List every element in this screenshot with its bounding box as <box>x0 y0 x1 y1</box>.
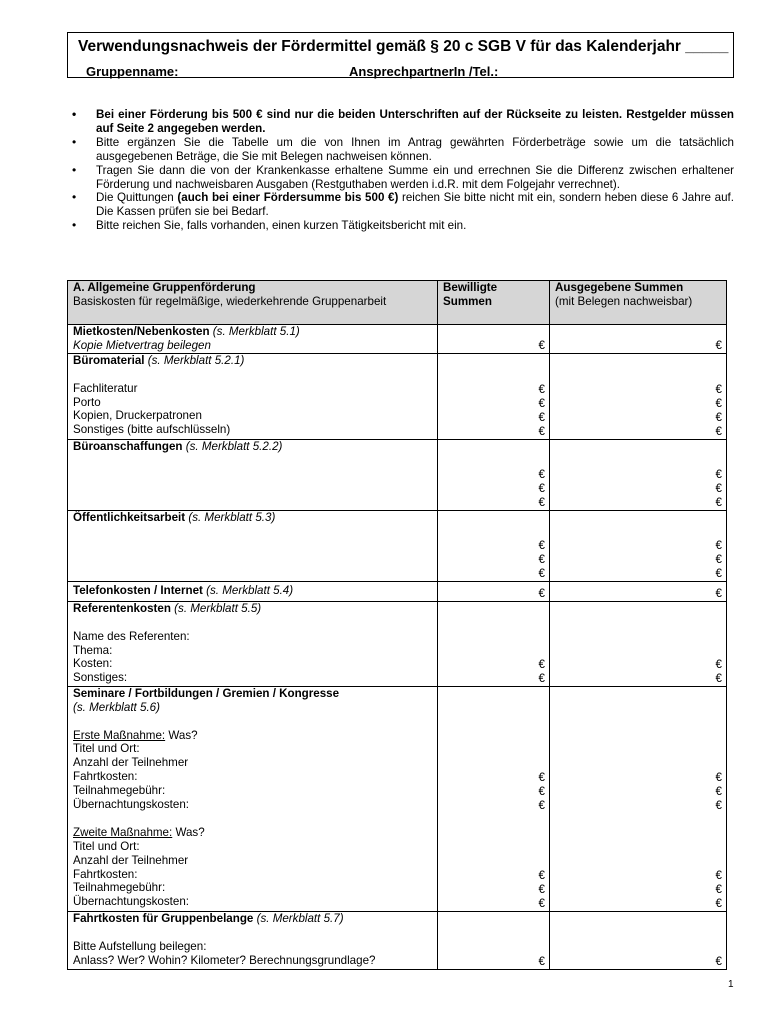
table-header-row <box>68 281 727 325</box>
page-title: Verwendungsnachweis der Fördermittel gemäß § 20 c SGB V für das Kalenderjahr _____ <box>78 38 729 55</box>
instruction-item <box>70 191 734 219</box>
row-title: Öffentlichkeitsarbeit <box>73 510 186 524</box>
spent-amount-field[interactable]: € <box>715 424 722 438</box>
approved-amount-field[interactable]: € <box>538 868 545 882</box>
spent-amount-field[interactable]: € <box>715 896 722 910</box>
row-item: Fahrtkosten: <box>73 770 138 784</box>
instruction-list <box>70 108 734 233</box>
spent-amount-field[interactable]: € <box>715 954 722 968</box>
spent-header-cell <box>550 281 727 325</box>
approved-amount-field[interactable]: € <box>538 553 545 566</box>
approved-amount-field[interactable]: € <box>538 468 545 482</box>
row-item: Anzahl der Teilnehmer <box>73 853 189 867</box>
row-item: Anlass? Wer? Wohin? Kilometer? Berechnungsgrundlage? <box>73 953 376 967</box>
approved-amount-field[interactable]: € <box>538 798 545 812</box>
approved-amount-field[interactable]: € <box>538 658 545 671</box>
spent-amount-field[interactable]: € <box>715 495 722 509</box>
cost-table <box>67 280 727 970</box>
spent-header-subtitle: (mit Belegen nachweisbar) <box>555 294 693 308</box>
row-item: Name des Referenten: <box>73 629 190 643</box>
row-item: Bitte Aufstellung beilegen: <box>73 939 207 953</box>
group-name-label: Gruppenname: <box>86 64 179 79</box>
row-title: Seminare / Fortbildungen / Gremien / Kongresse <box>73 686 340 700</box>
row-ref: (s. Merkblatt 5.6) <box>73 700 160 714</box>
approved-amount-field[interactable]: € <box>538 671 545 685</box>
approved-amount-field[interactable]: € <box>538 495 545 509</box>
approved-amount-field[interactable]: € <box>538 566 545 580</box>
row-title: Büroanschaffungen <box>73 439 183 453</box>
measure-heading: Zweite Maßnahme: Was? <box>73 825 205 839</box>
row-note: Kopie Mietvertrag beilegen <box>73 338 211 352</box>
approved-amount-field[interactable]: € <box>538 338 545 352</box>
row-item: Übernachtungskosten: <box>73 895 190 909</box>
spent-header-title: Ausgegebene Summen <box>555 281 684 294</box>
table-row <box>68 353 727 439</box>
approved-amount-field[interactable]: € <box>538 896 545 910</box>
spent-amount-field[interactable]: € <box>715 383 722 397</box>
section-title: A. Allgemeine Gruppenförderung <box>73 281 256 294</box>
section-subtitle: Basiskosten für regelmäßige, wiederkehrende Gruppenarbeit <box>73 294 387 308</box>
spent-amount-field[interactable]: € <box>715 482 722 495</box>
row-ref: (s. Merkblatt 5.4) <box>202 584 294 598</box>
row-item: Sonstiges (bitte aufschlüsseln) <box>73 423 231 437</box>
row-item: Fachliteratur <box>73 381 138 395</box>
approved-amount-field[interactable]: € <box>538 586 545 600</box>
approved-amount-field[interactable]: € <box>538 954 545 968</box>
spent-amount-field[interactable]: € <box>715 411 722 424</box>
spent-amount-field[interactable]: € <box>715 468 722 482</box>
row-item: Thema: <box>73 643 113 657</box>
row-title: Fahrtkosten für Gruppenbelange <box>73 911 254 925</box>
row-title: Mietkosten/Nebenkosten <box>73 325 210 338</box>
approved-amount-field[interactable]: € <box>538 770 545 784</box>
spent-amount-field[interactable]: € <box>715 586 722 600</box>
instruction-item: • Bei einer Förderung bis 500 € sind nur die beiden Unterschriften auf der Rückseite zu leisten. Restgelder müssen auf Seite 2 angegeben werden. <box>70 108 734 136</box>
instruction-text: Die Quittungen <box>96 191 178 205</box>
spent-amount-field[interactable]: € <box>715 338 722 352</box>
row-ref: (s. Merkblatt 5.2.1) <box>144 353 245 367</box>
row-item: Teilnahmegebühr: <box>73 784 166 798</box>
spent-amount-field[interactable]: € <box>715 397 722 411</box>
approved-amount-field[interactable]: € <box>538 397 545 411</box>
approved-amount-field[interactable]: € <box>538 411 545 424</box>
row-item: Anzahl der Teilnehmer <box>73 756 189 770</box>
row-ref: (s. Merkblatt 5.5) <box>170 601 262 615</box>
row-item: Titel und Ort: <box>73 742 140 756</box>
spent-amount-field[interactable]: € <box>715 658 722 671</box>
row-item: Kosten: <box>73 657 113 671</box>
instruction-emphasis: (auch bei einer Fördersumme bis 500 €) <box>177 191 399 205</box>
spent-amount-field[interactable]: € <box>715 566 722 580</box>
section-header-cell <box>68 281 438 325</box>
row-ref: (s. Merkblatt 5.1) <box>209 325 300 338</box>
table-row <box>68 601 727 686</box>
approved-amount-field[interactable]: € <box>538 882 545 896</box>
spent-amount-field[interactable]: € <box>715 671 722 685</box>
row-item: Sonstiges: <box>73 671 128 685</box>
instruction-item: • Tragen Sie dann die von der Krankenkasse erhaltene Summe ein und errechnen Sie die Differenz zwischen erhaltener Förderung und nachweisbaren Ausgaben (Restguthaben werden i.d.R. mit dem Folgejahr verrechnet). <box>70 164 734 192</box>
row-item: Titel und Ort: <box>73 839 140 853</box>
spent-amount-field[interactable]: € <box>715 882 722 896</box>
contact-label: AnsprechpartnerIn /Tel.: <box>349 64 499 79</box>
spent-amount-field[interactable]: € <box>715 539 722 553</box>
spent-amount-field[interactable]: € <box>715 784 722 798</box>
table-row <box>68 581 727 601</box>
row-item: Teilnahmegebühr: <box>73 881 166 895</box>
measure-heading: Erste Maßnahme: Was? <box>73 728 198 742</box>
row-item: Kopien, Druckerpatronen <box>73 409 202 423</box>
approved-header: Bewilligte Summen <box>438 281 550 325</box>
approved-amount-field[interactable]: € <box>538 539 545 553</box>
spent-amount-field[interactable]: € <box>715 798 722 812</box>
spent-amount-field[interactable]: € <box>715 770 722 784</box>
row-item: Porto <box>73 395 101 409</box>
row-title: Referentenkosten <box>73 601 171 615</box>
instruction-item: • Bitte ergänzen Sie die Tabelle um die von Ihnen im Antrag gewährten Förderbeträge sowie um die tatsächlich ausgegebenen Beträge, die Sie mit Belegen nachweisen können. <box>70 136 734 164</box>
approved-amount-field[interactable]: € <box>538 482 545 495</box>
row-item: Fahrtkosten: <box>73 867 138 881</box>
table-row <box>68 686 727 911</box>
table-row <box>68 325 727 354</box>
spent-amount-field[interactable]: € <box>715 868 722 882</box>
instruction-text: reichen Sie bitte nicht mit ein, sondern heben diese 6 Jahre auf. Die Kassen prüfen sie bei Bedarf. <box>96 191 734 219</box>
approved-amount-field[interactable]: € <box>538 424 545 438</box>
instruction-item: • Bitte reichen Sie, falls vorhanden, einen kurzen Tätigkeitsbericht mit ein. <box>70 219 734 233</box>
table-row <box>68 510 727 581</box>
row-title: Büromaterial <box>73 353 145 367</box>
page-number: 1 <box>728 979 734 990</box>
row-title: Telefonkosten / Internet <box>73 584 203 598</box>
title-box <box>67 32 734 78</box>
table-row <box>68 439 727 510</box>
row-item: Übernachtungskosten: <box>73 798 190 812</box>
row-ref: (s. Merkblatt 5.3) <box>185 510 276 524</box>
spent-amount-field[interactable]: € <box>715 553 722 566</box>
table-row <box>68 911 727 969</box>
approved-amount-field[interactable]: € <box>538 784 545 798</box>
row-ref: (s. Merkblatt 5.7) <box>253 911 344 925</box>
row-ref: (s. Merkblatt 5.2.2) <box>182 439 283 453</box>
approved-amount-field[interactable]: € <box>538 383 545 397</box>
